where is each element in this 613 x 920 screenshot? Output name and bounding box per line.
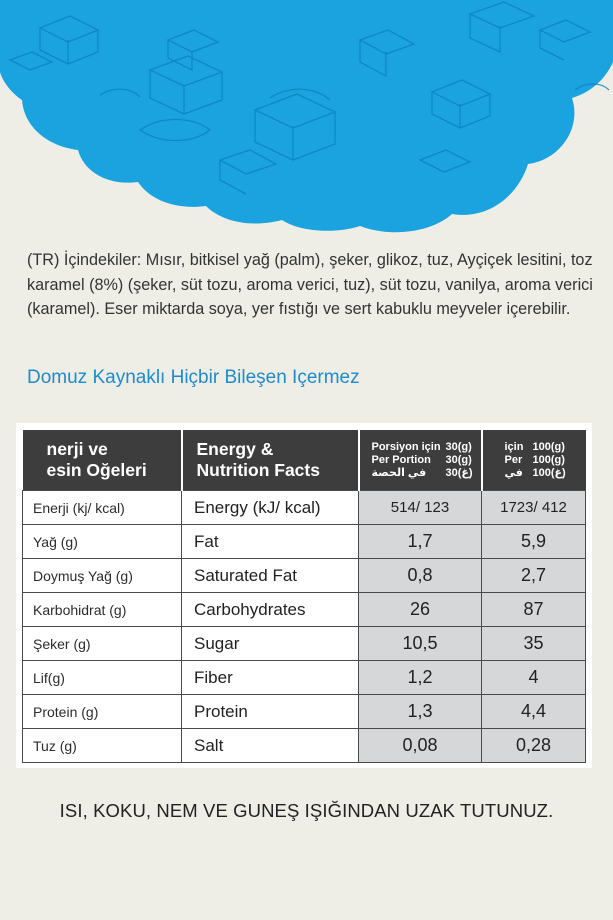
table-row bbox=[23, 627, 586, 661]
portion-line: Porsiyon için 30(g) bbox=[371, 440, 472, 453]
header-per-portion bbox=[359, 430, 482, 491]
table-row bbox=[23, 593, 586, 627]
value-per-100g: 87 bbox=[482, 593, 586, 627]
nutrient-name-tr: Enerji (kj/ kcal) bbox=[23, 491, 182, 525]
header-tr-line1: nerji ve bbox=[46, 439, 108, 459]
table-row bbox=[23, 525, 586, 559]
nutrient-name-tr: Karbohidrat (g) bbox=[23, 593, 182, 627]
header-turkish bbox=[23, 430, 182, 491]
nutrient-name-tr: Doymuş Yağ (g) bbox=[23, 559, 182, 593]
table-row bbox=[23, 661, 586, 695]
blue-cloud-banner bbox=[0, 0, 613, 240]
nutrition-table bbox=[22, 430, 586, 763]
value-per-100g: 0,28 bbox=[482, 729, 586, 763]
nutrient-name-en: Protein bbox=[182, 695, 359, 729]
value-per-portion: 1,2 bbox=[359, 661, 482, 695]
value-per-portion: 1,3 bbox=[359, 695, 482, 729]
nutrient-name-en: Saturated Fat bbox=[182, 559, 359, 593]
value-per-100g: 4,4 bbox=[482, 695, 586, 729]
header-per-100g bbox=[482, 430, 586, 491]
nutrient-name-en: Fiber bbox=[182, 661, 359, 695]
nutrient-name-en: Carbohydrates bbox=[182, 593, 359, 627]
per100-line: için 100(g) bbox=[504, 440, 565, 453]
nutrient-name-tr: Lif(g) bbox=[23, 661, 182, 695]
portion-line: Per Portion 30(g) bbox=[371, 453, 472, 466]
nutrition-table-panel bbox=[16, 423, 592, 768]
per100-line: في 100(غ) bbox=[504, 466, 566, 479]
value-per-100g: 2,7 bbox=[482, 559, 586, 593]
table-row bbox=[23, 695, 586, 729]
table-header-row bbox=[23, 430, 586, 491]
header-en-line2: Nutrition Facts bbox=[196, 460, 320, 480]
nutrient-name-en: Salt bbox=[182, 729, 359, 763]
value-per-portion: 0,8 bbox=[359, 559, 482, 593]
value-per-100g: 4 bbox=[482, 661, 586, 695]
value-per-portion: 0,08 bbox=[359, 729, 482, 763]
nutrient-name-en: Energy (kJ/ kcal) bbox=[182, 491, 359, 525]
nutrient-name-tr: Tuz (g) bbox=[23, 729, 182, 763]
cloud-shape bbox=[0, 0, 613, 232]
header-en-line1: Energy & bbox=[196, 439, 274, 459]
value-per-portion: 26 bbox=[359, 593, 482, 627]
nutrient-name-en: Sugar bbox=[182, 627, 359, 661]
ingredients-text: (TR) İçindekiler: Mısır, bitkisel yağ (palm), şeker, glikoz, tuz, Ayçiçek lesitini, toz karamel (8%) (şeker, süt tozu, aroma verici, tuz), süt tozu, vanilya, aroma verici (karamel). Eser miktarda soya, yer fıstığı ve sert kabuklu meyveler içerebilir. bbox=[27, 251, 593, 318]
value-per-100g: 5,9 bbox=[482, 525, 586, 559]
value-per-portion: 1,7 bbox=[359, 525, 482, 559]
nutrient-name-tr: Şeker (g) bbox=[23, 627, 182, 661]
value-per-100g: 35 bbox=[482, 627, 586, 661]
storage-warning: ISI, KOKU, NEM VE GUNEŞ IŞIĞINDAN UZAK TUTUNUZ. bbox=[59, 800, 554, 821]
header-tr-line2: esin Oğeleri bbox=[46, 460, 147, 480]
nutrient-name-tr: Yağ (g) bbox=[23, 525, 182, 559]
value-per-portion: 514/ 123 bbox=[359, 491, 482, 525]
header-english bbox=[182, 430, 359, 491]
table-row bbox=[23, 559, 586, 593]
nutrient-name-tr: Protein (g) bbox=[23, 695, 182, 729]
portion-line: في الحصة 30(غ) bbox=[371, 466, 473, 479]
table-row bbox=[23, 491, 586, 525]
pork-free-notice: Domuz Kaynaklı Hiçbir Bileşen Içermez bbox=[27, 367, 360, 388]
table-row bbox=[23, 729, 586, 763]
nutrient-name-en: Fat bbox=[182, 525, 359, 559]
value-per-portion: 10,5 bbox=[359, 627, 482, 661]
value-per-100g: 1723/ 412 bbox=[482, 491, 586, 525]
per100-line: Per 100(g) bbox=[504, 453, 565, 466]
